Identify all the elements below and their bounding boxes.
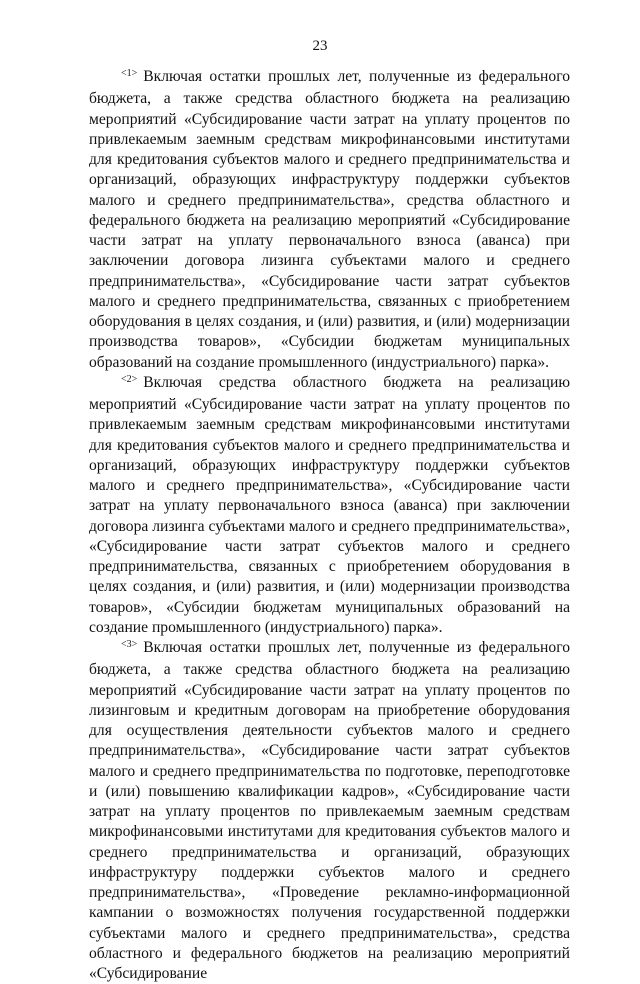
footnote-marker: <2> <box>121 373 138 385</box>
footnote-marker: <3> <box>121 639 138 650</box>
footnote-marker: <1> <box>121 68 138 79</box>
footnote-3 <box>89 638 570 984</box>
page-number: 23 <box>312 38 328 54</box>
footnotes-section <box>89 67 570 984</box>
footnote-2 <box>89 373 570 638</box>
footnote-text: Включая остатки прошлых лет, полученные из федерального бюджета, а также средства областного бюджета на реализацию мероприятий «Субсидирование части затрат на уплату процентов по привлекаемым заемным средствам микрофинансовыми институтами для кредитования субъектов малого и среднего предпринимательства и организаций, образующих инфраструктуру поддержки субъектов малого и среднего предпринимательства», средства областного и федерального бюджета на реализацию мероприятий «Субсидирование части затрат на уплату первоначального взноса (аванса) при заключении договора лизинга субъектами малого и среднего предпринимательства», «Субсидирование части затрат субъектов малого и среднего предпринимательства, связанных с приобретением оборудования в целях создания, и (или) развития, и (или) модернизации производства товаров», «Субсидии бюджетам муниципальных образований на создание промышленного (индустриального) парка». <box>89 68 570 371</box>
footnote-text: Включая остатки прошлых лет, полученные из федерального бюджета, а также средства областного бюджета на реализацию мероприятий «Субсидирование части затрат на уплату процентов по лизинговым и кредитным договорам на приобретение оборудования для осуществления деятельности субъектов малого и среднего предпринимательства», «Субсидирование части затрат субъектов малого и среднего предпринимательства по подготовке, переподготовке и (или) повышению квалификации кадров», «Субсидирование части затрат на уплату процентов по привлекаемым заемным средствам микрофинансовыми институтами для кредитования субъектов малого и среднего предпринимательства и организаций, образующих инфраструктуру поддержки субъектов малого и среднего предпринимательства», «Проведение рекламно-информационной кампании о возможностях получения государственной поддержки субъектами малого и среднего предпринимательства», средства областного и федерального бюджетов на реализацию мероприятий «Субсидирование <box>89 639 570 982</box>
footnote-text: Включая средства областного бюджета на реализацию мероприятий «Субсидирование части затрат на уплату процентов по привлекаемым заемным средствам микрофинансовыми институтами для кредитования субъектов малого и среднего предпринимательства и организаций, образующих инфраструктуру поддержки субъектов малого и среднего предпринимательства», «Субсидирование части затрат на уплату первоначального взноса (аванса) при заключении договора лизинга субъектами малого и среднего предпринимательства», «Субсидирование части затрат субъектов малого и среднего предпринимательства, связанных с приобретением оборудования в целях создания, и (или) развития, и (или) модернизации производства товаров», «Субсидии бюджетам муниципальных образований на создание промышленного (индустриального) парка». <box>89 373 570 636</box>
footnote-1 <box>89 67 570 373</box>
